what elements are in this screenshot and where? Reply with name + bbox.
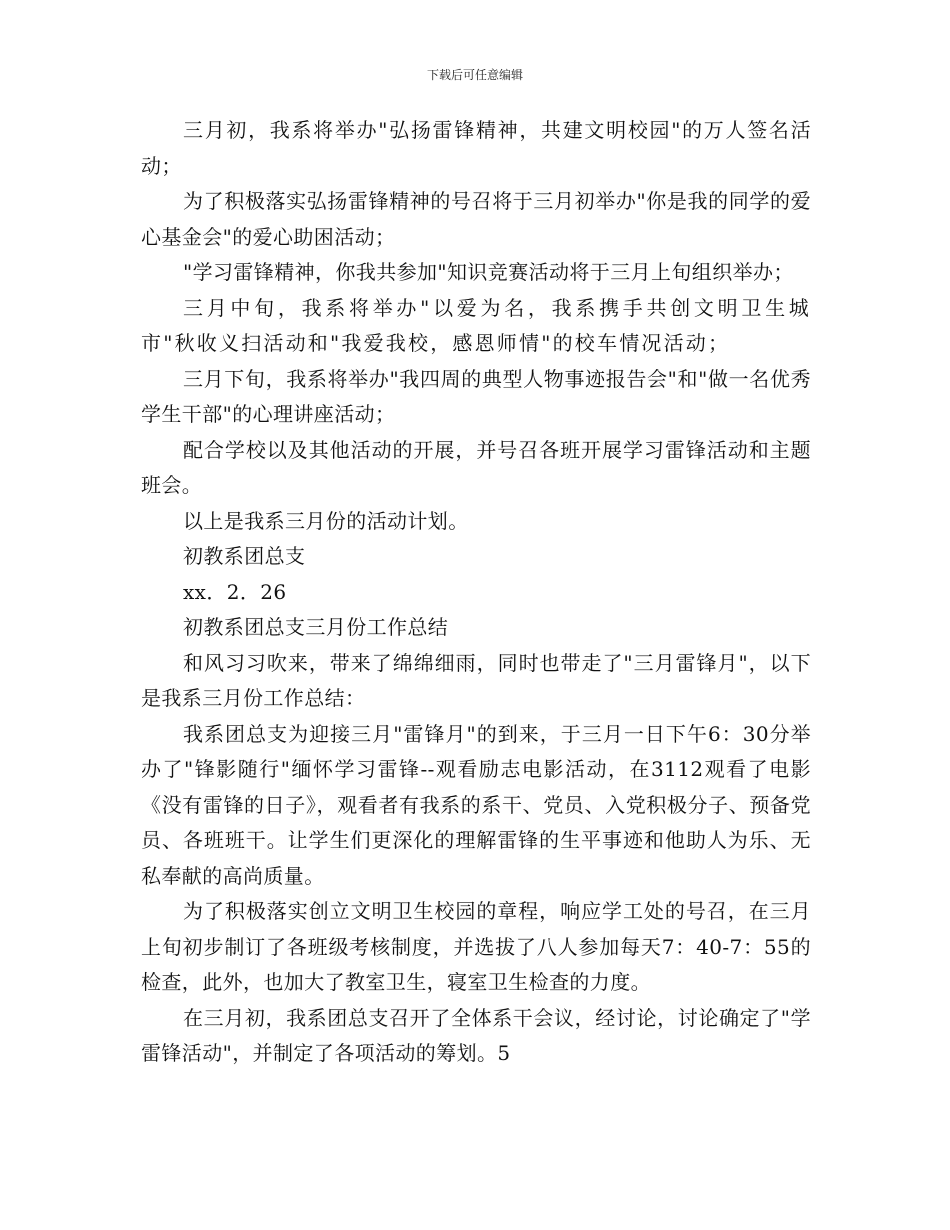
paragraph-4: 三月中旬，我系将举办"以爱为名，我系携手共创文明卫生城市"秋收义扫活动和"我爱我校，感恩师情"的校车情况活动； bbox=[141, 295, 811, 355]
paragraph-8: 和风习习吹来，带来了绵绵细雨，同时也带走了"三月雷锋月"，以下是我系三月份工作总结： bbox=[141, 650, 811, 710]
paragraph-3: "学习雷锋精神，你我共参加"知识竞赛活动将于三月上旬组织举办； bbox=[183, 260, 794, 284]
paragraph-9: 我系团总支为迎接三月"雷锋月"的到来，于三月一日下午6：30分举办了"锋影随行"缅怀学习雷锋--观看励志电影活动，在3112观看了电影《没有雷锋的日子》，观看者有我系的系干、党员、入党积极分子、预备党员、各班班干。让学生们更深化的理解雷锋的生平事迹和他助人为乐、无私奉献的高尚质量。 bbox=[141, 721, 811, 888]
paragraph-10: 为了积极落实创立文明卫生校园的章程，响应学工处的号召，在三月上旬初步制订了各班级考核制度，并选拔了八人参加每天7：40-7：55的检查，此外，也加大了教室卫生，寝室卫生检查的力度。 bbox=[141, 899, 811, 994]
paragraph-1: 三月初，我系将举办"弘扬雷锋精神，共建文明校园"的万人签名活动； bbox=[141, 118, 811, 178]
signature-org: 初教系团总支 bbox=[183, 544, 306, 568]
paragraph-2: 为了积极落实弘扬雷锋精神的号召将于三月初举办"你是我的同学的爱心基金会"的爱心助困活动； bbox=[141, 189, 811, 249]
paragraph-5: 三月下旬，我系将举办"我四周的典型人物事迹报告会"和"做一名优秀学生干部"的心理讲座活动； bbox=[141, 366, 811, 426]
paragraph-11: 在三月初，我系团总支召开了全体系干会议，经讨论，讨论确定了"学雷锋活动"，并制定了各项活动的筹划。5 bbox=[141, 1005, 811, 1065]
paragraph-6: 配合学校以及其他活动的开展，并号召各班开展学习雷锋活动和主题班会。 bbox=[141, 437, 811, 497]
page-header: 下载后可任意编辑 bbox=[426, 68, 523, 82]
section-title: 初教系团总支三月份工作总结 bbox=[183, 615, 449, 639]
signature-date: xx．2．26 bbox=[183, 579, 287, 604]
document-body bbox=[141, 113, 811, 1072]
paragraph-7: 以上是我系三月份的活动计划。 bbox=[183, 508, 469, 533]
